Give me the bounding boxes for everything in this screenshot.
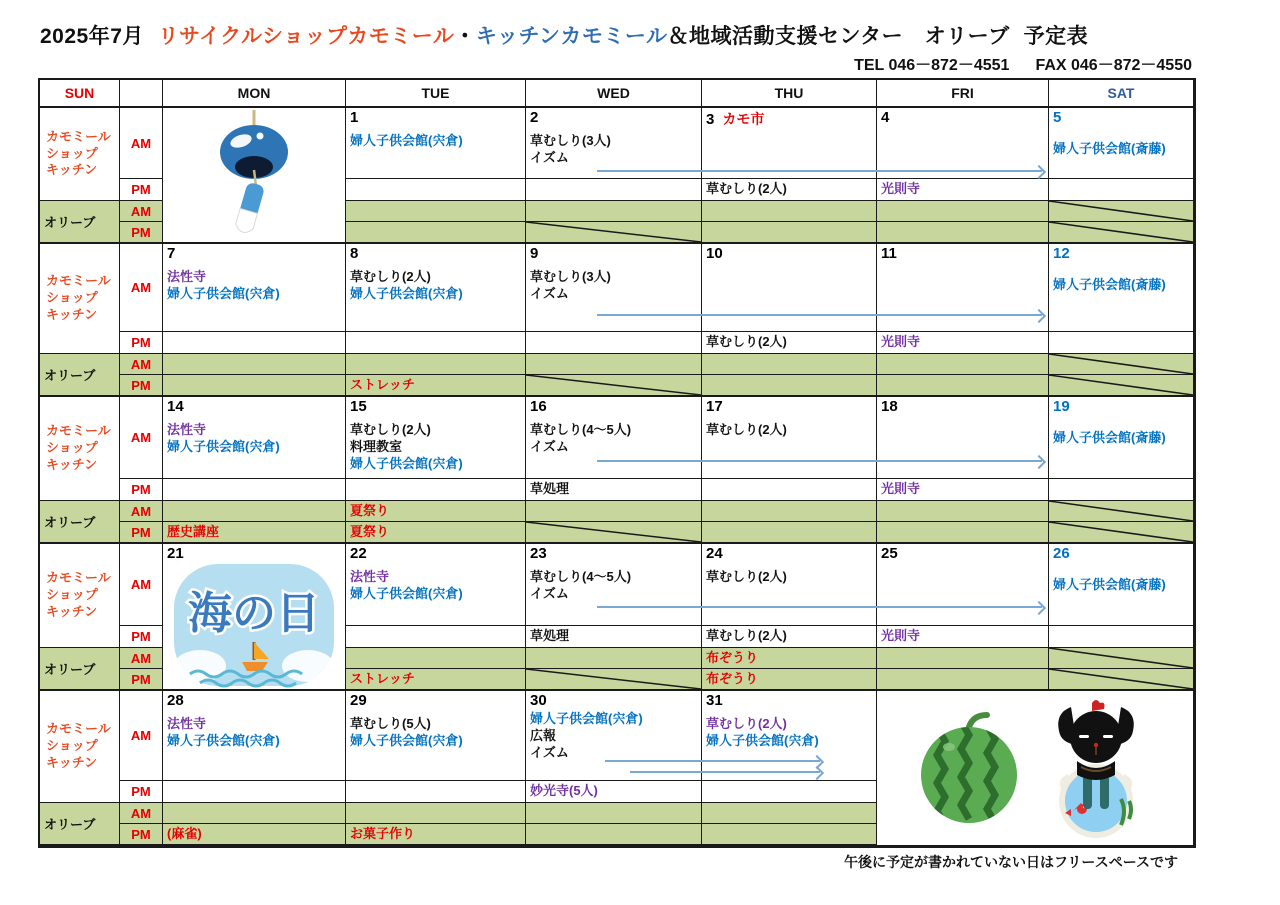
cell-w2-thu-pm: 草むしり(2人) — [702, 332, 877, 354]
cell-w4-sat-pm — [1049, 626, 1194, 648]
continuation-arrow-w5-lower — [630, 771, 820, 773]
diagonal-slash — [1049, 354, 1193, 374]
cell-w4-thu-am: 24 草むしり(2人) — [702, 544, 877, 626]
day-number: 16 — [530, 398, 547, 415]
row-label-olive-w2: オリーブ — [40, 354, 120, 397]
cell-w2-fri-am — [877, 244, 1049, 332]
cell-w1-tue-am: 1 婦人子供会館(宍倉) — [346, 108, 526, 179]
pm-label-w4: PM — [120, 626, 163, 648]
diagonal-slash — [1049, 669, 1193, 689]
cell-w1-sat-am: 5 婦人子供会館(斎藤) — [1049, 108, 1194, 179]
row-label-olive-w5: オリーブ — [40, 803, 120, 846]
cell-w3-tue-opm: 夏祭り — [346, 522, 526, 544]
cell-w1-sat-oam — [1049, 201, 1194, 222]
title-olive-center: ＆地域活動支援センター オリーブ — [667, 25, 1010, 48]
cell-w3-tue-pm — [346, 479, 526, 501]
title-kitchen: キッチンカモミール — [475, 25, 668, 48]
kamo-market-event: カモ市 — [722, 111, 765, 127]
cell-w5-thu-am: 31 草むしり(2人) 婦人子供会館(宍倉) — [702, 691, 877, 781]
day-number: 2 — [530, 109, 539, 126]
cell-w5-tue-pm — [346, 781, 526, 803]
cell-w2-sat-pm — [1049, 332, 1194, 354]
diagonal-slash — [1049, 222, 1193, 242]
cell-w4-fri-pm: 光則寺 — [877, 626, 1049, 648]
day-number: 22 — [350, 545, 367, 562]
tel-number: TEL 046－872－4551 — [854, 57, 1010, 74]
cell-w3-sat-oam — [1049, 501, 1194, 522]
cell-w2-tue-opm: ストレッチ — [346, 375, 526, 397]
cell-w5-tue-am: 29 草むしり(5人) 婦人子供会館(宍倉) — [346, 691, 526, 781]
day-number: 26 — [1053, 545, 1070, 562]
cell-w1-tue-pm — [346, 179, 526, 201]
cell-w3-mon-oam — [163, 501, 346, 522]
cell-w2-sat-opm — [1049, 375, 1194, 397]
day-number: 24 — [706, 545, 723, 562]
cell-w3-sat-am: 19 婦人子供会館(斎藤) — [1049, 397, 1194, 479]
day-number: 19 — [1053, 398, 1070, 415]
row-label-chamomile-w5: カモミール ショップ キッチン — [40, 691, 120, 803]
cell-w4-wed-opm — [526, 669, 702, 691]
cell-w2-sat-am: 12 婦人子供会館(斎藤) — [1049, 244, 1194, 332]
cell-w2-wed-pm — [526, 332, 702, 354]
cell-w1-wed-opm — [526, 222, 702, 244]
cell-w4-thu-oam: 布ぞうり — [702, 648, 877, 669]
diagonal-slash — [1049, 522, 1193, 542]
cell-w5-wed-pm: 妙光寺(5人) — [526, 781, 702, 803]
header-wed: WED — [526, 80, 702, 108]
cell-w2-tue-pm — [346, 332, 526, 354]
day-number: 23 — [530, 545, 547, 562]
title-separator: ・ — [454, 25, 476, 48]
cell-w4-wed-pm: 草処理 — [526, 626, 702, 648]
day-number: 30 — [530, 692, 547, 709]
cell-w1-fri-am — [877, 108, 1049, 179]
olive-pm-label-w4: PM — [120, 669, 163, 691]
cell-w4-fri-opm — [877, 669, 1049, 691]
row-label-olive-w1: オリーブ — [40, 201, 120, 244]
day-number: 29 — [350, 692, 367, 709]
cell-w5-thu-opm — [702, 824, 877, 846]
cell-w5-wed-opm — [526, 824, 702, 846]
watermelon-icon — [915, 709, 1023, 827]
day-number: 10 — [706, 245, 723, 262]
diagonal-slash — [526, 669, 701, 689]
cell-w3-wed-pm: 草処理 — [526, 479, 702, 501]
cell-w3-thu-am: 17 草むしり(2人) — [702, 397, 877, 479]
pm-label-w5: PM — [120, 781, 163, 803]
am-label-w1: AM — [120, 108, 163, 179]
cell-w2-tue-oam — [346, 354, 526, 375]
cell-w4-thu-pm: 草むしり(2人) — [702, 626, 877, 648]
cell-w2-thu-oam — [702, 354, 877, 375]
cell-w3-fri-oam — [877, 501, 1049, 522]
cell-w1-tue-opm — [346, 222, 526, 244]
header-ampm-spacer — [120, 80, 163, 108]
am-label-w2: AM — [120, 244, 163, 332]
cell-w3-wed-oam — [526, 501, 702, 522]
cell-w3-fri-pm: 光則寺 — [877, 479, 1049, 501]
cell-w4-sat-am: 26 婦人子供会館(斎藤) — [1049, 544, 1194, 626]
pm-label-w2: PM — [120, 332, 163, 354]
windchime-icon — [208, 110, 300, 240]
cell-w1-fri-oam — [877, 201, 1049, 222]
cell-w4-sat-opm — [1049, 669, 1194, 691]
olive-am-label-w2: AM — [120, 354, 163, 375]
row-label-olive-w3: オリーブ — [40, 501, 120, 544]
day-number: 12 — [1053, 245, 1070, 262]
cell-w4-wed-am: 23 草むしり(4～5人) イズム — [526, 544, 702, 626]
day-number: 17 — [706, 398, 723, 415]
cell-w2-thu-opm — [702, 375, 877, 397]
title-month: 2025年7月 — [40, 25, 144, 48]
title-recycle-shop: リサイクルショップカモミール — [157, 25, 455, 48]
cell-w2-wed-opm — [526, 375, 702, 397]
cell-w3-mon-opm: 歴史講座 — [163, 522, 346, 544]
am-label-w5: AM — [120, 691, 163, 781]
olive-am-label-w1: AM — [120, 201, 163, 222]
day-number: 8 — [350, 245, 359, 262]
rabbit-fishbowl-icon — [1037, 697, 1155, 839]
cell-w1-thu-am — [702, 108, 877, 179]
olive-pm-label-w5: PM — [120, 824, 163, 846]
diagonal-slash — [1049, 648, 1193, 668]
cell-w3-thu-oam — [702, 501, 877, 522]
cell-w3-sat-opm — [1049, 522, 1194, 544]
cell-w1-wed-pm — [526, 179, 702, 201]
cell-w1-wed-am: 2 草むしり(3人) イズム — [526, 108, 702, 179]
continuation-arrow-w1 — [597, 170, 1042, 172]
cell-w1-thu-opm — [702, 222, 877, 244]
cell-w5-mon-oam — [163, 803, 346, 824]
cell-w3-tue-oam: 夏祭り — [346, 501, 526, 522]
day-number: 28 — [167, 692, 184, 709]
day-number: 25 — [881, 545, 898, 562]
cell-w1-wed-oam — [526, 201, 702, 222]
cell-w5-wed-oam — [526, 803, 702, 824]
cell-w4-sat-oam — [1049, 648, 1194, 669]
cell-w4-fri-am — [877, 544, 1049, 626]
cell-w5-tue-oam — [346, 803, 526, 824]
cell-w4-tue-opm: ストレッチ — [346, 669, 526, 691]
cell-w2-sat-oam — [1049, 354, 1194, 375]
olive-pm-label-w1: PM — [120, 222, 163, 244]
cell-w1-fri-pm: 光則寺 — [877, 179, 1049, 201]
cell-w5-thu-pm — [702, 781, 877, 803]
day-number: 1 — [350, 109, 359, 126]
day-number: 21 — [167, 545, 184, 562]
cell-w3-thu-pm — [702, 479, 877, 501]
olive-am-label-w4: AM — [120, 648, 163, 669]
day-number: 4 — [881, 109, 890, 126]
cell-w1-thu-oam — [702, 201, 877, 222]
cell-w3-thu-opm — [702, 522, 877, 544]
header-thu: THU — [702, 80, 877, 108]
title-schedule: 予定表 — [1023, 25, 1089, 48]
fax-number: FAX 046－872－4550 — [1035, 57, 1192, 74]
header-fri: FRI — [877, 80, 1049, 108]
day-number: 11 — [881, 245, 897, 262]
cell-w2-fri-pm: 光則寺 — [877, 332, 1049, 354]
cell-w2-wed-am: 9 草むしり(3人) イズム — [526, 244, 702, 332]
header-mon: MON — [163, 80, 346, 108]
cell-w2-mon-pm — [163, 332, 346, 354]
diagonal-slash — [1049, 375, 1193, 395]
row-label-chamomile-w2: カモミール ショップ キッチン — [40, 244, 120, 354]
marine-day-icon — [170, 562, 338, 688]
svg-text:海の日: 海の日 — [188, 589, 320, 638]
continuation-arrow-w4 — [597, 606, 1042, 608]
row-label-olive-w4: オリーブ — [40, 648, 120, 691]
row-label-chamomile-w3: カモミール ショップ キッチン — [40, 397, 120, 501]
diagonal-slash — [1049, 201, 1193, 221]
cell-w3-mon-pm — [163, 479, 346, 501]
cell-w1-sat-opm — [1049, 222, 1194, 244]
cell-w3-sat-pm — [1049, 479, 1194, 501]
header-tue: TUE — [346, 80, 526, 108]
cell-w5-mon-am: 28 法性寺 婦人子供会館(宍倉) — [163, 691, 346, 781]
cell-w1-tue-oam — [346, 201, 526, 222]
diagonal-slash — [526, 222, 701, 242]
cell-w1-thu-pm: 草むしり(2人) — [702, 179, 877, 201]
continuation-arrow-w3 — [597, 460, 1042, 462]
day-number: 5 — [1053, 109, 1062, 126]
cell-w5-mon-opm: (麻雀) — [163, 824, 346, 846]
cell-w4-tue-pm — [346, 626, 526, 648]
olive-am-label-w3: AM — [120, 501, 163, 522]
day-number: 7 — [167, 245, 176, 262]
cell-w2-fri-opm — [877, 375, 1049, 397]
cell-w1-sat-pm — [1049, 179, 1194, 201]
cell-w3-mon-am: 14 法性寺 婦人子供会館(宍倉) — [163, 397, 346, 479]
row-label-chamomile-w1: カモミール ショップ キッチン — [40, 108, 120, 201]
calendar-grid — [38, 78, 1196, 848]
cell-w3-fri-am — [877, 397, 1049, 479]
cell-w3-wed-opm — [526, 522, 702, 544]
day-number: 3 — [706, 111, 715, 128]
olive-pm-label-w3: PM — [120, 522, 163, 544]
header-sun: SUN — [40, 80, 120, 108]
pm-label-w3: PM — [120, 479, 163, 501]
cell-w5-mon-pm — [163, 781, 346, 803]
diagonal-slash — [1049, 501, 1193, 521]
cell-w4-tue-oam — [346, 648, 526, 669]
day-number: 9 — [530, 245, 539, 262]
cell-w3-tue-am: 15 草むしり(2人) 料理教室 婦人子供会館(宍倉) — [346, 397, 526, 479]
row-label-chamomile-w4: カモミール ショップ キッチン — [40, 544, 120, 648]
contact-line — [38, 52, 1192, 75]
cell-w5-wed-am: 30 婦人子供会館(宍倉) 広報 イズム — [526, 691, 702, 781]
day-number: 15 — [350, 398, 367, 415]
am-label-w3: AM — [120, 397, 163, 479]
cell-w4-fri-oam — [877, 648, 1049, 669]
cell-w2-tue-am: 8 草むしり(2人) 婦人子供会館(宍倉) — [346, 244, 526, 332]
cell-w5-tue-opm: お菓子作り — [346, 824, 526, 846]
day-number: 14 — [167, 398, 184, 415]
continuation-arrow-w2 — [597, 314, 1042, 316]
olive-am-label-w5: AM — [120, 803, 163, 824]
cell-w2-mon-am: 7 法性寺 婦人子供会館(宍倉) — [163, 244, 346, 332]
day-number: 18 — [881, 398, 898, 415]
diagonal-slash — [526, 522, 701, 542]
cell-w1-fri-opm — [877, 222, 1049, 244]
am-label-w4: AM — [120, 544, 163, 626]
diagonal-slash — [526, 375, 701, 395]
cell-w2-mon-opm — [163, 375, 346, 397]
cell-w4-wed-oam — [526, 648, 702, 669]
cell-w2-wed-oam — [526, 354, 702, 375]
continuation-arrow-w5-upper — [605, 760, 820, 762]
cell-w2-thu-am — [702, 244, 877, 332]
cell-w4-tue-am: 22 法性寺 婦人子供会館(宍倉) — [346, 544, 526, 626]
cell-w3-fri-opm — [877, 522, 1049, 544]
cell-w2-mon-oam — [163, 354, 346, 375]
footer-note: 午後に予定が書かれていない日はフリースペースです — [843, 854, 1178, 870]
cell-w5-thu-oam — [702, 803, 877, 824]
cell-w4-thu-opm: 布ぞうり — [702, 669, 877, 691]
cell-w1-mon-merged — [163, 108, 346, 244]
olive-pm-label-w2: PM — [120, 375, 163, 397]
pm-label-w1: PM — [120, 179, 163, 201]
cell-w3-wed-am: 16 草むしり(4～5人) イズム — [526, 397, 702, 479]
cell-w5-fri-sat-merged — [877, 691, 1194, 846]
day-number: 31 — [706, 692, 723, 709]
header-sat: SAT — [1049, 80, 1194, 108]
page-title — [40, 20, 1088, 50]
cell-w2-fri-oam — [877, 354, 1049, 375]
cell-w4-mon-merged — [163, 544, 346, 691]
